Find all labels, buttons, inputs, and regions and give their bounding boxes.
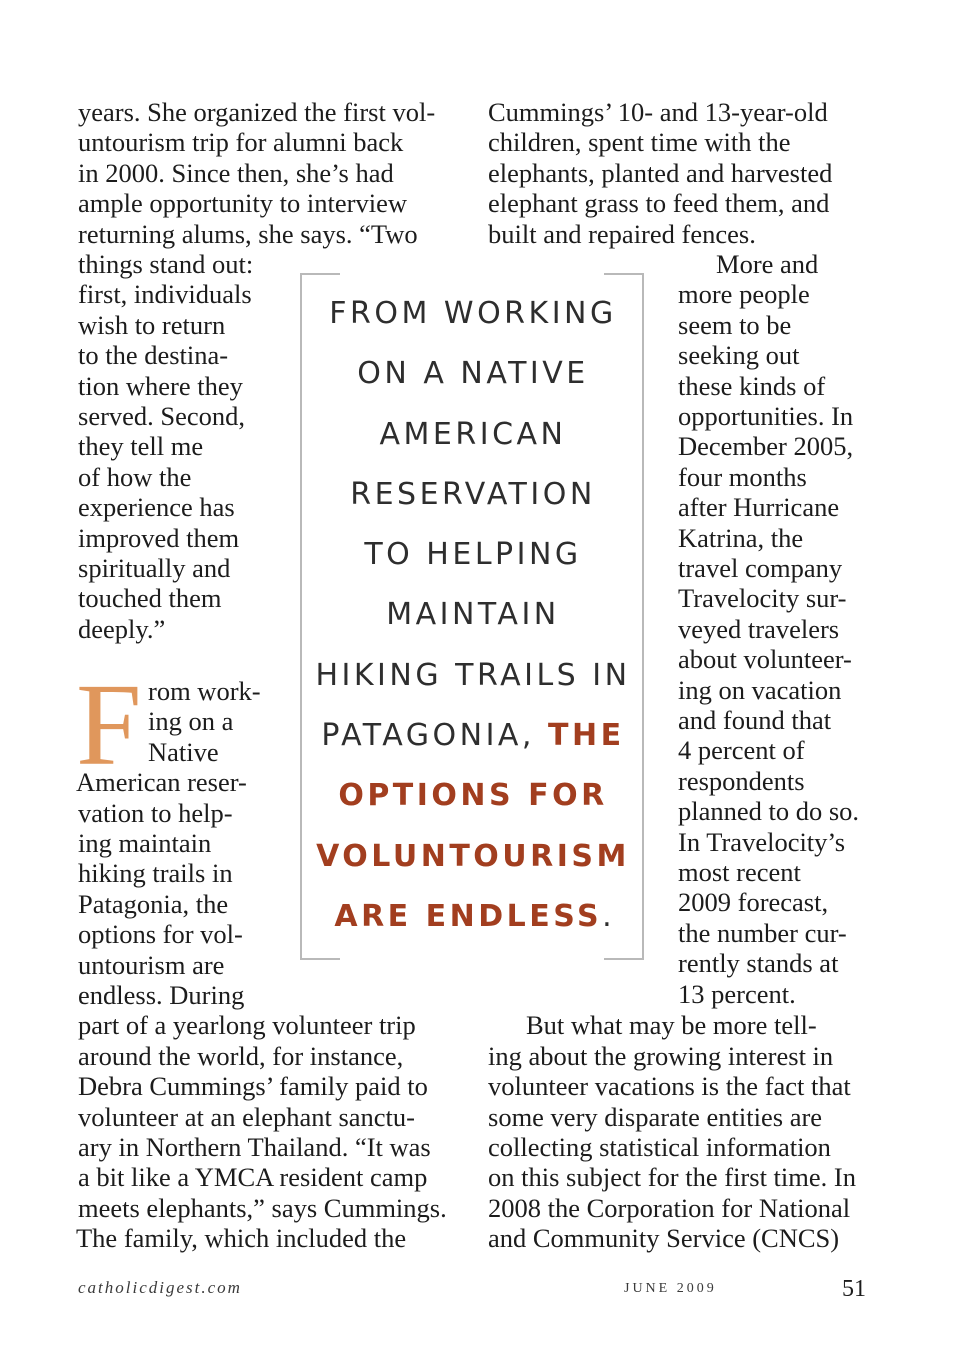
body-line: improved them bbox=[78, 522, 240, 553]
pull-quote-line-last bbox=[304, 887, 642, 947]
body-line: seeking out bbox=[678, 340, 800, 371]
pull-quote-period: . bbox=[602, 898, 612, 934]
body-line: more people bbox=[678, 279, 810, 310]
body-line: endless. During bbox=[78, 980, 245, 1010]
body-line: wish to return bbox=[78, 309, 226, 340]
body-line: Patagonia, the bbox=[78, 888, 229, 919]
body-line: 2009 forecast, bbox=[678, 887, 829, 918]
body-line: they tell me bbox=[78, 431, 204, 462]
pull-quote-bracket-right-bottom bbox=[604, 958, 644, 960]
pull-quote-emphasis-line: VOLUNTOURISM bbox=[316, 838, 630, 874]
body-line: elephant grass to feed them, and bbox=[488, 188, 830, 219]
body-line: Cummings’ 10- and 13-year-old bbox=[488, 97, 828, 127]
pull-quote-bracket-right bbox=[642, 273, 644, 960]
body-line: around the world, for instance, bbox=[78, 1040, 404, 1071]
body-line: about volunteer- bbox=[678, 644, 852, 675]
body-line: American reser- bbox=[76, 767, 247, 798]
pull-quote-line-mixed bbox=[304, 706, 642, 766]
body-line: a bit like a YMCA resident camp bbox=[78, 1162, 428, 1193]
pull-quote-emphasis: THE bbox=[548, 718, 625, 754]
body-line: planned to do so. bbox=[678, 796, 860, 827]
body-line: travel company bbox=[678, 553, 843, 583]
body-line: Debra Cummings’ family paid to bbox=[78, 1071, 428, 1102]
body-line: served. Second, bbox=[78, 401, 246, 431]
body-line: respondents bbox=[678, 765, 805, 796]
body-line: part of a yearlong volunteer trip bbox=[78, 1010, 416, 1041]
body-line: some very disparate entities are bbox=[488, 1101, 823, 1132]
pull-quote-bracket-left bbox=[300, 273, 302, 960]
body-line: meets elephants,” says Cummings. bbox=[78, 1192, 447, 1223]
body-line: 2008 the Corporation for National bbox=[488, 1192, 851, 1223]
footer-issue-date: JUNE 2009 bbox=[624, 1281, 717, 1296]
body-line: Native bbox=[148, 736, 219, 767]
body-line: 4 percent of bbox=[678, 735, 805, 766]
body-line: things stand out: bbox=[78, 249, 254, 279]
footer-website: catholicdigest.com bbox=[78, 1278, 242, 1297]
body-line: Travelocity sur- bbox=[678, 583, 847, 614]
body-line: ing maintain bbox=[78, 828, 212, 858]
body-line: volunteer vacations is the fact that bbox=[488, 1071, 851, 1102]
body-line: The family, which included the bbox=[76, 1223, 407, 1254]
body-line: untourism trip for alumni back bbox=[78, 127, 404, 158]
body-line: tion where they bbox=[78, 370, 243, 401]
pull-quote-line: RESERVATION bbox=[350, 476, 596, 512]
body-line: touched them bbox=[78, 583, 222, 614]
body-line: deeply.” bbox=[78, 613, 166, 644]
body-line: More and bbox=[716, 249, 819, 279]
body-line: built and repaired fences. bbox=[488, 218, 756, 249]
body-line: of how the bbox=[78, 461, 192, 492]
body-line: opportunities. In bbox=[678, 401, 854, 431]
body-line: elephants, planted and harvested bbox=[488, 157, 833, 188]
body-line: experience has bbox=[78, 492, 235, 523]
body-line: December 2005, bbox=[678, 431, 854, 462]
body-line: In Travelocity’s bbox=[678, 826, 846, 857]
body-line: after Hurricane bbox=[678, 492, 840, 523]
body-line: hiking trails in bbox=[78, 858, 233, 889]
pull-quote-text bbox=[304, 284, 642, 947]
body-line: spiritually and bbox=[78, 553, 231, 583]
body-line: returning alums, she says. “Two bbox=[78, 218, 418, 249]
pull-quote-emphasis: ARE ENDLESS bbox=[334, 898, 603, 934]
body-line: these kinds of bbox=[678, 370, 826, 401]
body-line: children, spent time with the bbox=[488, 127, 791, 158]
body-line: in 2000. Since then, she’s had bbox=[78, 157, 394, 188]
body-line: 13 percent. bbox=[678, 978, 796, 1009]
body-line: rently stands at bbox=[678, 948, 839, 979]
pull-quote-line: AMERICAN bbox=[379, 416, 567, 452]
pull-quote-line: MAINTAIN bbox=[386, 597, 560, 633]
body-line: four months bbox=[678, 461, 807, 492]
page-number: 51 bbox=[842, 1276, 866, 1302]
body-line: years. She organized the first vol- bbox=[78, 97, 436, 127]
body-line: ary in Northern Thailand. “It was bbox=[78, 1132, 431, 1162]
pull-quote-line: TO HELPING bbox=[364, 537, 582, 573]
body-line: vation to help- bbox=[78, 797, 233, 828]
pull-quote-bracket-right-top bbox=[604, 273, 644, 275]
body-line: ing on vacation bbox=[678, 674, 842, 705]
pull-quote-plain-part: PATAGONIA, bbox=[321, 718, 549, 754]
body-line: But what may be more tell- bbox=[526, 1010, 817, 1041]
body-line: most recent bbox=[678, 857, 801, 887]
pull-quote-emphasis-line: OPTIONS FOR bbox=[338, 778, 608, 814]
body-line: ample opportunity to interview bbox=[78, 188, 407, 219]
body-line: untourism are bbox=[78, 949, 225, 980]
pull-quote-bracket-left-bottom bbox=[300, 958, 340, 960]
body-line: rom work- bbox=[148, 676, 261, 706]
body-line: on this subject for the first time. In bbox=[488, 1162, 856, 1193]
body-line: the number cur- bbox=[678, 917, 847, 948]
body-line: Katrina, the bbox=[678, 522, 804, 553]
body-line: first, individuals bbox=[78, 279, 252, 310]
drop-cap: F bbox=[76, 659, 142, 790]
pull-quote-line: ON A NATIVE bbox=[357, 356, 589, 392]
body-line: and Community Service (CNCS) bbox=[488, 1223, 840, 1254]
pull-quote-line: FROM WORKING bbox=[329, 296, 617, 331]
body-line: ing on a bbox=[148, 706, 234, 737]
body-line: collecting statistical information bbox=[488, 1132, 831, 1162]
body-line: volunteer at an elephant sanctu- bbox=[78, 1101, 415, 1132]
pull-quote-bracket-left-top bbox=[300, 273, 340, 275]
body-line: and found that bbox=[678, 705, 832, 735]
body-line: seem to be bbox=[678, 309, 792, 340]
pull-quote-line: HIKING TRAILS IN bbox=[315, 657, 631, 693]
body-line: to the destina- bbox=[78, 340, 229, 371]
body-line: ing about the growing interest in bbox=[488, 1040, 834, 1071]
body-line: options for vol- bbox=[78, 919, 243, 950]
body-line: veyed travelers bbox=[678, 613, 840, 644]
